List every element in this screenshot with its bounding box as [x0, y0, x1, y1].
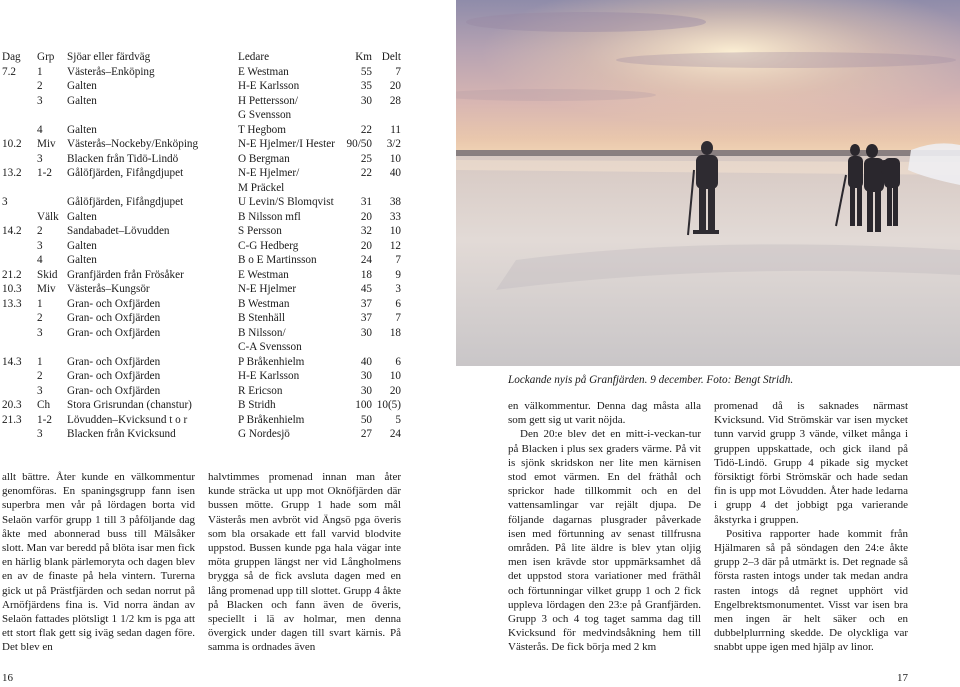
cell-delt: 33 — [389, 210, 401, 223]
cell-leader: E Westman — [238, 268, 289, 281]
cell-dag: 10.3 — [2, 283, 22, 295]
cell-route: Granfjärden från Frösåker — [67, 268, 184, 281]
header-dag: Dag — [2, 51, 21, 63]
cell-grp: Miv — [37, 138, 56, 150]
cell-route: Gran- och Oxfjärden — [67, 312, 161, 324]
cell-route: Blacken från Tidö-Lindö — [67, 152, 179, 165]
cell-km: 50 — [360, 413, 372, 426]
cell-grp: 3 — [37, 94, 43, 107]
cell-grp: 3 — [37, 384, 43, 397]
cell-grp: 3 — [37, 239, 43, 252]
cell-delt: 7 — [395, 65, 401, 78]
table-header — [2, 50, 402, 65]
cell-grp: Ch — [37, 399, 51, 411]
table-row — [2, 94, 402, 109]
cell-km: 45 — [360, 283, 372, 295]
cell-route: Stora Grisrundan (chanstur) — [67, 399, 192, 411]
cell-leader: N-E Hjelmer — [238, 283, 297, 295]
cell-grp: 1 — [37, 65, 43, 78]
cell-dag: 21.2 — [2, 268, 22, 281]
cell-grp: Välk — [37, 210, 59, 223]
cell-route: Gran- och Oxfjärden — [67, 384, 161, 397]
cell-leader: U Levin/S Blomqvist — [238, 196, 334, 208]
cell-grp: 4 — [37, 123, 43, 136]
cell-leader: G Nordesjö — [238, 428, 290, 440]
cell-delt: 12 — [389, 239, 401, 252]
cell-delt: 6 — [395, 355, 401, 368]
cell-km: 27 — [360, 428, 372, 440]
cell-grp: 2 — [37, 312, 43, 324]
cell-km: 37 — [360, 297, 372, 310]
cell-km: 18 — [360, 268, 372, 281]
cell-dag: 13.2 — [2, 167, 22, 179]
cell-km: 30 — [360, 94, 372, 107]
cell-km: 22 — [360, 167, 372, 179]
cell-dag: 10.2 — [2, 138, 22, 150]
cell-grp: 1-2 — [37, 413, 52, 426]
cell-route: Gran- och Oxfjärden — [67, 355, 161, 368]
cell-km: 37 — [360, 312, 372, 324]
cell-delt: 5 — [395, 413, 401, 426]
cell-grp: 2 — [37, 80, 43, 92]
cell-km: 30 — [360, 326, 372, 339]
text-column-3 — [508, 399, 701, 655]
cell-grp: Miv — [37, 283, 56, 295]
cell-delt: 9 — [395, 268, 401, 281]
cell-delt: 10 — [389, 225, 401, 237]
table-row — [2, 384, 402, 399]
cell-delt: 3 — [395, 283, 401, 295]
cell-delt: 10(5) — [376, 399, 401, 411]
cell-km: 32 — [360, 225, 372, 237]
cell-delt: 20 — [389, 80, 401, 92]
text-column-4 — [714, 399, 908, 655]
header-km: Km — [355, 51, 372, 63]
cell-route: Galten — [67, 80, 97, 92]
cell-leader: B o E Martinsson — [238, 254, 317, 266]
table-row — [2, 311, 402, 326]
cell-leader: B Westman — [238, 297, 290, 310]
cell-leader: B Stenhäll — [238, 312, 285, 324]
trip-table — [2, 50, 402, 442]
cell-delt: 6 — [395, 297, 401, 310]
table-row — [2, 152, 402, 167]
cell-km: 25 — [360, 152, 372, 165]
table-row — [2, 123, 402, 138]
cell-leader: O Bergman — [238, 152, 290, 165]
cell-route: Västerås–Nockeby/Enköping — [67, 138, 199, 150]
cell-leader: N-E Hjelmer/ — [238, 167, 300, 179]
cell-grp: 2 — [37, 370, 43, 382]
table-row — [2, 413, 402, 428]
cell-km: 30 — [360, 384, 372, 397]
table-row — [2, 427, 402, 442]
cell-dag: 21.3 — [2, 413, 22, 426]
paragraph: promenad då is saknades närmast Kvicksund. Vid Strömskär var isen mycket tunn varvid grupp 3 vände, vilket många i gruppen uppskattade, och gick iland på Tidö-Lindö. Grupp 4 pikade sig mycket försiktigt förbi Strömskär och hade sedan fin is upp mot Lövudden. Åter hade ledarna i grupp 4 det jobbigt pga varierande åkstyrka i gruppen. — [714, 400, 908, 526]
cell-km: 22 — [360, 123, 372, 136]
cell-delt: 24 — [389, 428, 401, 440]
cell-route: Galten — [67, 210, 97, 223]
cell-leader: C-A Svensson — [238, 341, 302, 353]
text-column-1 — [2, 470, 195, 655]
photo-caption: Lockande nyis på Granfjärden. 9 december. Foto: Bengt Stridh. — [508, 374, 794, 386]
table-row — [2, 326, 402, 341]
cell-leader: E Westman — [238, 65, 289, 78]
cell-route: Gran- och Oxfjärden — [67, 297, 161, 310]
cell-dag: 7.2 — [2, 65, 16, 78]
cell-leader: P Bråkenhielm — [238, 413, 305, 426]
cell-route: Gran- och Oxfjärden — [67, 326, 161, 339]
header-grp: Grp — [37, 51, 55, 63]
table-row — [2, 282, 402, 297]
table-row — [2, 253, 402, 268]
cell-grp: 3 — [37, 428, 43, 440]
cell-dag: 14.3 — [2, 355, 22, 368]
paragraph: Den 20:e blev det en mitt-i-veckan-tur på Blacken i plus sex graders värme. På vit is sjönk skridskon ner lite men kärnisen stod emot värmen. En del fräthål och sprickor hade tillkommit och en del vattensamlingar var rejält djupa. De följande dagarnas plusgrader påverkade isen med förtunning av senast tillfrusna områden. På lite äldre is blev ytan oljig men isen krävde stor uppmärksamhet då det uppstod stora variationer med fräthål och förtunningar vilket grupp 1 och 2 fick uppleva lördagen den 23:e på Granfjärden. Grupp 3 och 4 tog taget samma dag till Kvicksund för medvindsåkning hem till Västerås. De fick börja med 2 km — [508, 428, 701, 654]
cell-km: 100 — [355, 399, 372, 411]
cell-route: Gran- och Oxfjärden — [67, 370, 161, 382]
table-row — [2, 137, 402, 152]
cell-km: 30 — [360, 370, 372, 382]
cell-grp: 1-2 — [37, 167, 52, 179]
paragraph: allt bättre. Åter kunde en välkommentur genomföras. En spaningsgrupp fann isen superbra men vår på lördagen borta vid Selaön varför grupp 1 till 3 påföljande dag åkte med abonnerad buss till Mälsåker slott. Man var beredd på blöta isar men fick en härlig blank pärlemoryta och dagen blev en av de finaste på hela vintern. Turerna gick ut på Prästfjärden och sedan norrut på Arnöfjärdens fina is. Vid norra ändan av Selaön fattades plötsligt 1 1/2 km is pga att ett stort flak gett sig iväg sedan dagen före. Det blev en — [2, 471, 195, 654]
cell-route: Västerås–Kungsör — [67, 283, 150, 295]
paragraph: en välkommentur. Denna dag måsta alla som gett sig ut varit nöjda. — [508, 400, 701, 427]
cell-delt: 7 — [395, 254, 401, 266]
cell-grp: 3 — [37, 326, 43, 339]
cell-delt: 10 — [389, 370, 401, 382]
cell-delt: 11 — [390, 123, 401, 136]
page-number-right: 17 — [897, 672, 908, 684]
cell-leader: C-G Hedberg — [238, 239, 299, 252]
table-row — [2, 108, 402, 123]
cell-delt: 7 — [395, 312, 401, 324]
cell-leader: H-E Karlsson — [238, 370, 300, 382]
table-row — [2, 398, 402, 413]
header-route: Sjöar eller färdväg — [67, 51, 151, 63]
cell-delt: 18 — [389, 326, 401, 339]
cell-dag: 3 — [2, 196, 8, 208]
cell-route: Blacken från Kvicksund — [67, 428, 176, 440]
cell-leader: G Svensson — [238, 109, 292, 121]
ice-skating-photo — [456, 0, 960, 366]
cell-delt: 20 — [389, 384, 401, 397]
cell-leader: M Präckel — [238, 181, 285, 194]
table-row — [2, 79, 402, 94]
cell-km: 35 — [360, 80, 372, 92]
cell-route: Gålöfjärden, Fifångdjupet — [67, 167, 184, 179]
cell-km: 31 — [360, 196, 372, 208]
table-row — [2, 65, 402, 80]
table-row — [2, 268, 402, 283]
table-row — [2, 181, 402, 196]
table-row — [2, 340, 402, 355]
cell-leader: T Hegbom — [238, 123, 286, 136]
cell-leader: P Bråkenhielm — [238, 355, 305, 368]
cell-route: Galten — [67, 94, 97, 107]
cell-leader: R Ericson — [238, 384, 283, 397]
cell-leader: B Nilsson/ — [238, 326, 286, 339]
cell-delt: 28 — [389, 94, 401, 107]
cell-grp: 4 — [37, 254, 43, 266]
paragraph: halvtimmes promenad innan man åter kunde sträcka ut upp mot Oknöfjärden där bussen mötte. Grupp 1 hade som mål Västerås men avbröt vid Ängsö pga överis som bla orsakade ett fall varvid blodvite uppstod. Bussen kunde pga hala vägar inte möta gruppen längst ner vid Långholmens brygga så de fick avsluta dagen med en lång promenad upp till slottet. Grupp 4 åkte på Blacken och fann även de överis, speciellt i lä av holmar, men denna övergick under dagen till svart kärnis. På samma is ordnades även — [208, 471, 401, 654]
cell-delt: 38 — [389, 196, 401, 208]
table-row — [2, 166, 402, 181]
cell-delt: 40 — [389, 167, 401, 179]
cell-route: Gålöfjärden, Fifångdjupet — [67, 196, 184, 208]
cell-km: 24 — [360, 254, 372, 266]
cell-leader: N-E Hjelmer/I Hester — [238, 138, 335, 150]
cell-leader: S Persson — [238, 225, 282, 237]
cell-dag: 13.3 — [2, 297, 22, 310]
text-column-2 — [208, 470, 401, 655]
cell-leader: H Pettersson/ — [238, 94, 298, 107]
cell-route: Galten — [67, 254, 97, 266]
cell-grp: 1 — [37, 297, 43, 310]
cell-km: 20 — [360, 239, 372, 252]
header-delt: Delt — [381, 51, 401, 63]
cell-route: Galten — [67, 123, 97, 136]
page-number-left: 16 — [2, 672, 13, 684]
table-row — [2, 239, 402, 254]
cell-leader: B Nilsson mfl — [238, 210, 301, 223]
header-leader: Ledare — [238, 51, 270, 63]
cell-delt: 10 — [389, 152, 401, 165]
cell-dag: 20.3 — [2, 399, 22, 411]
cell-km: 20 — [360, 210, 372, 223]
table-row — [2, 355, 402, 370]
cell-route: Sandabadet–Lövudden — [67, 225, 170, 237]
cell-route: Galten — [67, 239, 97, 252]
cell-grp: 2 — [37, 225, 43, 237]
cell-km: 55 — [360, 65, 372, 78]
cell-km: 90/50 — [346, 138, 372, 150]
table-row — [2, 224, 402, 239]
photo-illustration — [456, 0, 960, 366]
table-row — [2, 297, 402, 312]
table-row — [2, 210, 402, 225]
table-row — [2, 195, 402, 210]
cell-km: 40 — [360, 355, 372, 368]
cell-grp: 1 — [37, 355, 43, 368]
cell-leader: H-E Karlsson — [238, 80, 300, 92]
paragraph: Positiva rapporter hade kommit från Hjälmaren så på söndagen den 24:e åkte grupp 2–3 där på utmärkt is. Det regnade så första rasten intogs under tak medan andra rasten intogs då regnet upphört vid Engelbrektsmonumentet. Visst var isen bra men ingen är helt säker och en dubbelplurrning skedde. De olyckliga var snabbt uppe igen med hjälp av linor. — [714, 527, 908, 654]
cell-route: Västerås–Enköping — [67, 65, 155, 78]
table-row — [2, 369, 402, 384]
cell-route: Lövudden–Kvicksund t o r — [67, 413, 188, 426]
cell-leader: B Stridh — [238, 399, 276, 411]
cell-dag: 14.2 — [2, 225, 22, 237]
cell-grp: Skid — [37, 268, 58, 281]
table-body — [2, 65, 402, 442]
cell-delt: 3/2 — [386, 138, 401, 150]
cell-grp: 3 — [37, 152, 43, 165]
